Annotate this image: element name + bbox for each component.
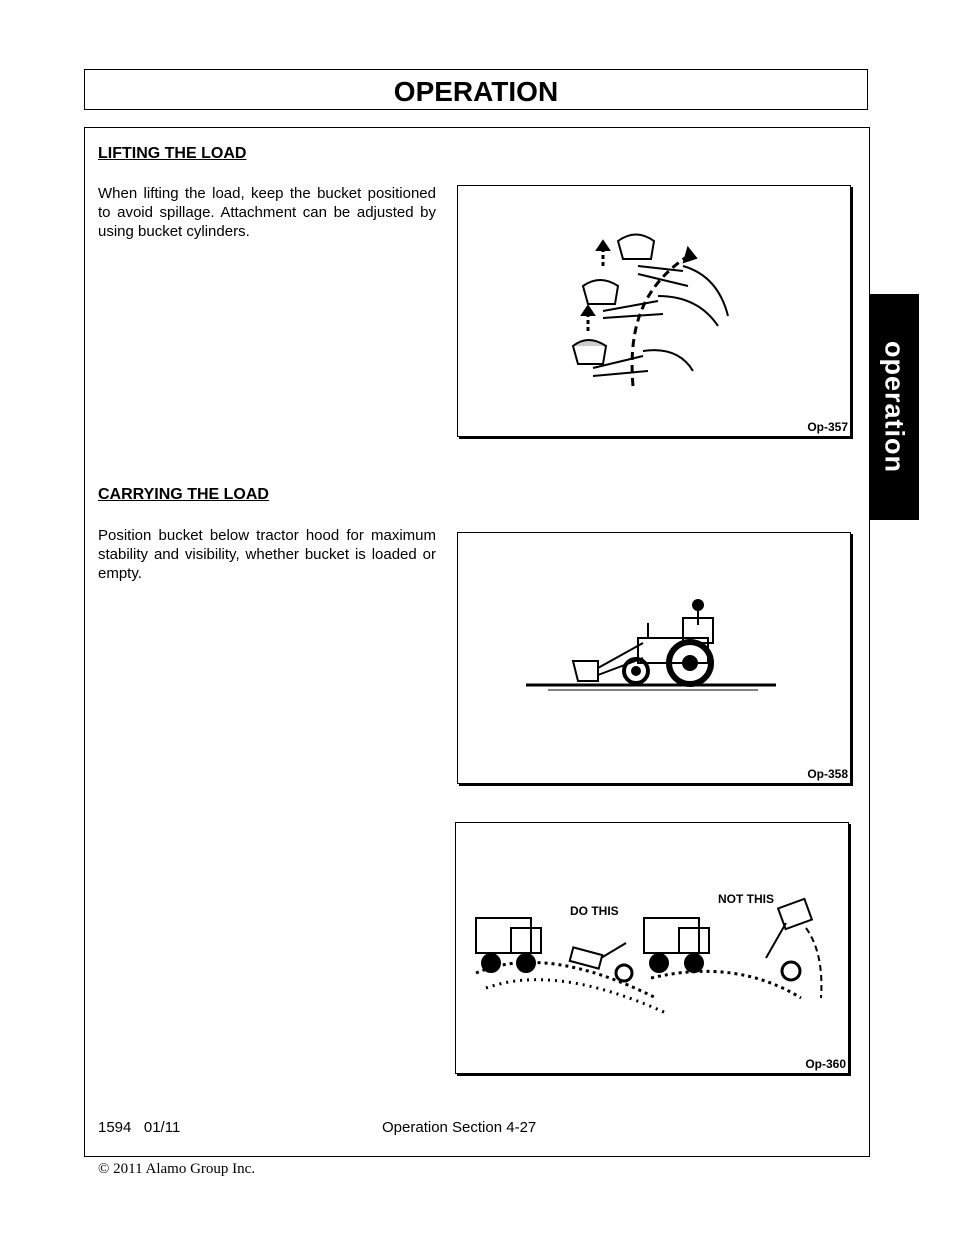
tractor-illustration	[458, 533, 850, 783]
do-not-illustration	[456, 823, 848, 1073]
do-this-label: DO THIS	[570, 904, 619, 918]
lifting-illustration	[458, 186, 850, 436]
footer-doc-id: 1594 01/11	[98, 1119, 181, 1136]
figure-do-not	[455, 822, 849, 1074]
figure-label-op358: Op-358	[807, 767, 848, 781]
figure-label-op360: Op-360	[805, 1057, 846, 1071]
section-heading-carrying: CARRYING THE LOAD	[98, 486, 269, 503]
page-title: OPERATION	[393, 76, 559, 107]
page-header	[84, 69, 868, 110]
not-this-label: NOT THIS	[718, 892, 774, 906]
figure-carrying	[457, 532, 851, 784]
section-text-carrying: Position bucket below tractor hood for maximum stability and visibility, whether bucket is loaded or empty.	[98, 527, 436, 582]
side-tab-label: operation	[879, 340, 910, 474]
figure-lifting	[457, 185, 851, 437]
section-heading-lifting: LIFTING THE LOAD	[98, 145, 247, 162]
figure-label-op357: Op-357	[807, 420, 848, 434]
side-tab	[869, 294, 919, 520]
section-text-lifting: When lifting the load, keep the bucket positioned to avoid spillage. Attachment can be adjusted by using bucket cylinders.	[98, 185, 436, 240]
footer-section: Operation Section 4-27	[382, 1119, 537, 1136]
copyright: © 2011 Alamo Group Inc.	[98, 1161, 256, 1177]
